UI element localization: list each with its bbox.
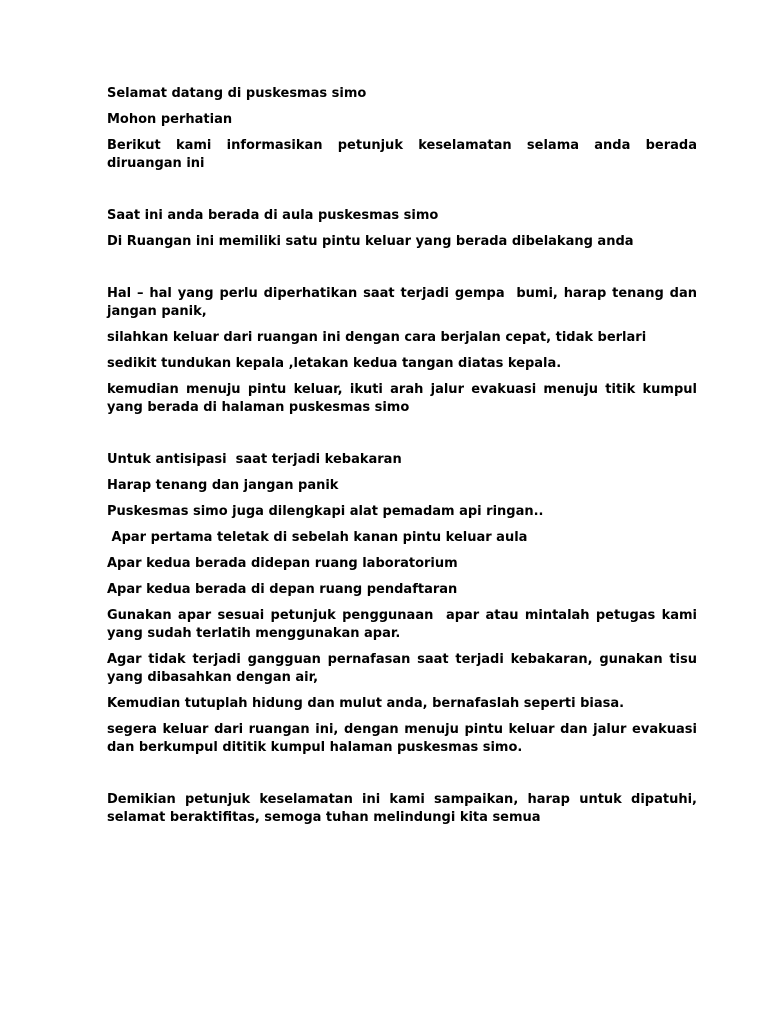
paragraph-earthquake-3: sedikit tundukan kepala ,letakan kedua tangan diatas kepala. [107, 356, 562, 371]
paragraph-earthquake-4: kemudian menuju pintu keluar, ikuti arah jalur evakuasi menuju titik kumpul yang berada di halaman puskesmas simo [107, 382, 702, 415]
paragraph-fire-1: Untuk antisipasi saat terjadi kebakaran [107, 452, 402, 467]
paragraph-fire-9: Kemudian tutuplah hidung dan mulut anda, bernafaslah seperti biasa. [107, 696, 625, 711]
paragraph-exit: Di Ruangan ini memiliki satu pintu keluar yang berada dibelakang anda [107, 234, 634, 249]
paragraph-attention: Mohon perhatian [107, 112, 233, 127]
paragraph-fire-2: Harap tenang dan jangan panik [107, 478, 339, 493]
paragraph-closing: Demikian petunjuk keselamatan ini kami sampaikan, harap untuk dipatuhi, selamat beraktifitas, semoga tuhan melindungi kita semua [107, 792, 702, 825]
paragraph-earthquake-2: silahkan keluar dari ruangan ini dengan cara berjalan cepat, tidak berlari [107, 330, 647, 345]
paragraph-earthquake-1: Hal – hal yang perlu diperhatikan saat terjadi gempa bumi, harap tenang dan jangan panik, [107, 286, 702, 319]
paragraph-greeting: Selamat datang di puskesmas simo [107, 86, 367, 101]
paragraph-location: Saat ini anda berada di aula puskesmas simo [107, 208, 439, 223]
paragraph-fire-4: Apar pertama teletak di sebelah kanan pintu keluar aula [107, 530, 528, 545]
paragraph-intro: Berikut kami informasikan petunjuk keselamatan selama anda berada diruangan ini [107, 138, 702, 171]
paragraph-fire-3: Puskesmas simo juga dilengkapi alat pemadam api ringan.. [107, 504, 544, 519]
paragraph-fire-8: Agar tidak terjadi gangguan pernafasan saat terjadi kebakaran, gunakan tisu yang dibasahkan dengan air, [107, 652, 702, 685]
paragraph-fire-5: Apar kedua berada didepan ruang laboratorium [107, 556, 458, 571]
paragraph-fire-10: segera keluar dari ruangan ini, dengan menuju pintu keluar dan jalur evakuasi dan berkumpul dititik kumpul halaman puskesmas simo. [107, 722, 702, 755]
paragraph-fire-6: Apar kedua berada di depan ruang pendaftaran [107, 582, 458, 597]
paragraph-fire-7: Gunakan apar sesuai petunjuk penggunaan apar atau mintalah petugas kami yang sudah terlatih menggunakan apar. [107, 608, 702, 641]
